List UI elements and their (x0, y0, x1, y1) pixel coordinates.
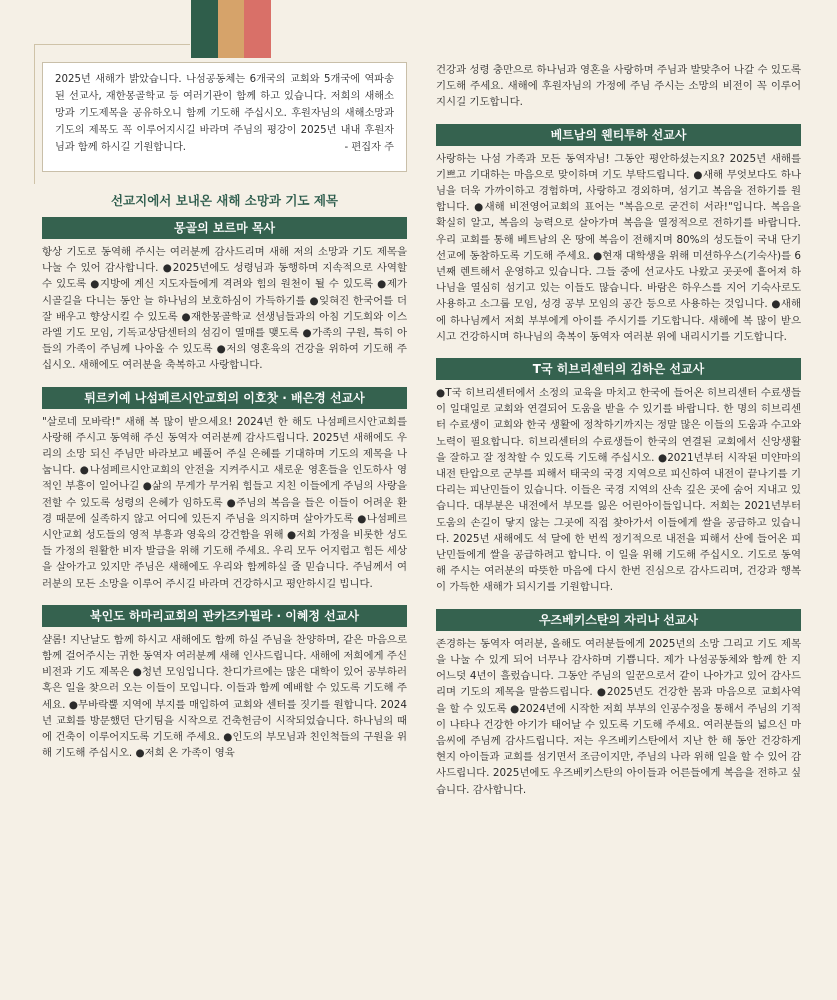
section-title: 베트남의 웬티투하 선교사 (436, 124, 801, 146)
section-title: T국 히브리센터의 김하은 선교사 (436, 358, 801, 380)
left-column (42, 217, 407, 774)
section-body: 샬롬! 지난날도 함께 하시고 새해에도 함께 하실 주님을 찬양하며, 같은 마음으로 함께 걸어주시는 귀한 동역자 여러분께 새해 인사드립니다. 새해에 저희에게 주신 비전과 기도 제목은 ●청년 모임입니다. 찬디가르에는 많은 대학이 있어 공부하러 혹은 일을 찾으러 오는 이들이 모입니다. 이들과 함께 예배할 수 있도록 기도해 주세요. ●무바락뿔 지역에 부지를 매입하여 교회와 센터를 짓기를 원합니다. 2024년 교회를 방문했던 단기팀을 시작으로 건축헌금이 시작되었습니다. 하나님의 때에 건축이 이루어지도록 기도해 주세요. ●인도의 부모님과 친인척들의 구원을 위해 기도해 주십시오. ●저희 온 가족이 영육 (42, 633, 407, 760)
intro-signature: - 편집자 주 (344, 142, 394, 153)
main-heading: 선교지에서 보내온 새해 소망과 기도 제목 (110, 193, 339, 208)
section-title: 몽골의 보르마 목사 (42, 217, 407, 239)
red-stripe (244, 0, 271, 58)
right-column (436, 62, 801, 811)
t-country-section (436, 358, 801, 596)
green-stripe (191, 0, 218, 58)
section-body: "살로네 모바락!" 새해 복 많이 받으세요! 2024년 한 해도 나섬페르시안교회를 사랑해 주시고 동역해 주신 동역자 여러분께 감사드립니다. 2025년 새해에도 우리의 소망 되신 주님만 바라보고 베풀어 주실 은혜를 기대하며 기도의 제목을 나눕니다. ●나섬페르시안교회의 안전을 지켜주시고 새로운 영혼들을 인도하사 영적인 부흥이 일어나길 ●삶의 무게가 무거워 힘들고 지친 이들에게 주님의 사랑을 전할 수 있도록 성령의 은혜가 임하도록 ●주님의 복음을 들은 이들이 어려운 환경 때문에 실족하지 않고 어디에 있든지 주님을 의지하며 살아가도록 ●나섬페르시안교회 성도들의 영적 부흥과 영육의 강건함을 위해 ●저희 가정을 비롯한 성도들 가정의 원활한 비자 발급을 위해 기도해 주세요. 우리 모두 어지럽고 힘든 세상을 살아가고 있지만 주님은 새해에도 우리와 함께하실 줄 믿습니다. 주님께서 여러분의 모든 소망을 이루어 주시길 바라며 건강하시고 평안하시길 빕니다. (42, 415, 407, 590)
frame-line-left (34, 44, 35, 184)
section-body: 존경하는 동역자 여러분, 올해도 여러분들에게 2025년의 소망 그리고 기도 제목을 나눌 수 있게 되어 너무나 감사하며 기쁩니다. 제가 나섬공동체와 함께 한 지 어느덧 4년이 흘렀습니다. 그동안 주님의 일꾼으로서 같이 나아가고 있어 감사드리며 기도의 제목을 말씀드립니다. ●2025년도 건강한 몸과 마음으로 교회사역을 할 수 있도록 ●2024년에 시작한 저희 부부의 인공수정을 통해서 주님의 기적이 나타나 건강한 아기가 태어날 수 있도록 기도해 주세요. 여러분들의 넓으신 마음씨에 주님께 감사드립니다. 저는 우즈베키스탄에서 지난 한 해 동안 건강하게 현지 아이들과 교회를 섬기면서 조금이지만, 주님의 나라 위해 일을 할 수 있어 감사드립니다. 2025년에도 우즈베키스탄의 아이들과 어른들에게 복음을 전하고 싶습니다. 감사합니다. (436, 637, 801, 796)
india-section (42, 605, 407, 762)
section-title: 북인도 하마리교회의 판카즈카필라 · 이혜정 선교사 (42, 605, 407, 627)
section-body: 사랑하는 나섬 가족과 모든 동역자님! 그동안 평안하셨는지요? 2025년 새해를 기쁘고 기대하는 마음으로 맞이하며 기도 부탁드립니다. ●새해 무엇보다도 하나님을 더욱 가까이하고 경험하며, 사랑하고 경외하며, 섬기고 복음을 전하기를 원합니다. ●새해 비전영어교회의 표어는 "복음으로 굳건히 서라!"입니다. 복음을 확실히 알고, 복음의 능력으로 살아가며 복음을 열정적으로 전하기를 바랍니다. 우리 교회를 통해 베트남의 온 땅에 복음이 전해지며 80%의 성도들이 국내 단기선교에 동참하도록 기도해 주세요. ●현재 대학생을 위해 미션하우스(기숙사)를 6년째 렌트해서 운영하고 있습니다. 그들 중에 선교사도 나왔고 곳곳에 흩어져 하나님을 열심히 섬기고 있는 이들도 많습니다. 바람은 하우스를 지어 기숙사로도 사용하고 소그룹 모임, 성경 공부 모임의 공간 등으로 사용하는 것입니다. ●새해에 하나님께서 저희 부부에게 아이를 주시기를 기도합니다. 새해에 복 많이 받으시고 건강하시며 하나님의 축복이 동역자 여러분 위에 내리시기를 기도합니다. (436, 152, 801, 343)
turkey-section (42, 387, 407, 592)
uzbekistan-section (436, 609, 801, 798)
mongolia-section (42, 217, 407, 374)
section-body: 항상 기도로 동역해 주시는 여러분께 감사드리며 새해 저의 소망과 기도 제목을 나눌 수 있어 감사합니다. ●2025년에도 성령님과 동행하며 지속적으로 사역할 수 있도록 ●지방에 계신 지도자들에게 격려와 힘의 원천이 될 수 있도록 ●제가 시골길을 다니는 동안 늘 하나님의 보호하심이 가득하기를 ●잊혀진 한국어를 더 잘 배우고 향상시킬 수 있도록 ●재한몽골학교 선생님들과의 아침 기도회와 이스라엘 기도 모임, 기독교상담센터의 섬김이 열매를 맺도록 ●가족의 구원, 특히 아들의 가족이 주님께 나아올 수 있도록 ●저의 영혼육의 건강을 위하여 기도해 주십시오. 새해에도 여러분을 축복하고 사랑합니다. (42, 246, 407, 372)
india-section-continued: 건강과 성령 충만으로 하나님과 영혼을 사랑하며 주님과 발맞추어 나갈 수 있도록 기도해 주세요. 새해에 후원자님의 가정에 주님 주시는 소망의 비전이 꼭 이루어지시길 기도합니다. (436, 64, 801, 109)
vietnam-section (436, 124, 801, 345)
section-title: 우즈베키스탄의 자리나 선교사 (436, 609, 801, 631)
section-body: ●T국 히브리센터에서 소정의 교육을 마치고 한국에 들어온 히브리센터 수료생들이 일대일로 교회와 연결되어 도움을 받을 수 있기를 바랍니다. 한 명의 히브리센터 수료생이 교회와 한국 생활에 정착하기까지는 정말 많은 이들의 도움과 수고와 노력이 필요합니다. 히브리센터의 수료생들이 한국의 연결된 교회에서 신앙생활을 잘하고 잘 정착할 수 있도록 기도해 주십시오. ●2021년부터 시작된 미얀마의 내전 탄압으로 군부를 피해서 태국의 국경 지역으로 피신하여 내전이 끝나기를 기다리는 피난민들이 있습니다. 이들은 국경 지역의 산속 깊은 곳에 숨어 지내고 있습니다. 대부분은 내전에서 부모를 잃은 어린아이들입니다. 저희는 2021년부터 도움의 손길이 닿지 않는 그곳에 직접 찾아가서 이들에게 쌀을 공급하고 있습니다. 2025년 새해에도 석 달에 한 번씩 정기적으로 내전을 피해서 산에 들어온 피난민들에게 쌀을 공급하려고 합니다. 이 일을 위해 기도해 주십시오. 기도로 동역해 주시는 여러분의 따뜻한 마음에 다시 한번 진심으로 감사드리며, 건강과 행복이 가득한 새해가 되시기를 기원합니다. (436, 387, 801, 594)
frame-line-top (34, 44, 190, 45)
orange-stripe (218, 0, 245, 58)
header-color-stripes (191, 0, 271, 58)
intro-text: 2025년 새해가 밝았습니다. 나섬공동체는 6개국의 교회와 5개국에 역파송된 선교사, 재한몽골학교 등 여러기관이 함께 하고 있습니다. 저희의 새해소망과 기도제목을 공유하오니 함께 기도해 주십시오. 후원자님의 새해소망과 기도의 제목도 꼭 이루어지시길 바라며 주님의 평강이 2025년 내내 후원자님과 함께 하시길 기원합니다. (55, 74, 394, 153)
section-title: 튀르키예 나섬페르시안교회의 이호찻 · 배은경 선교사 (42, 387, 407, 409)
intro-box (42, 62, 407, 172)
